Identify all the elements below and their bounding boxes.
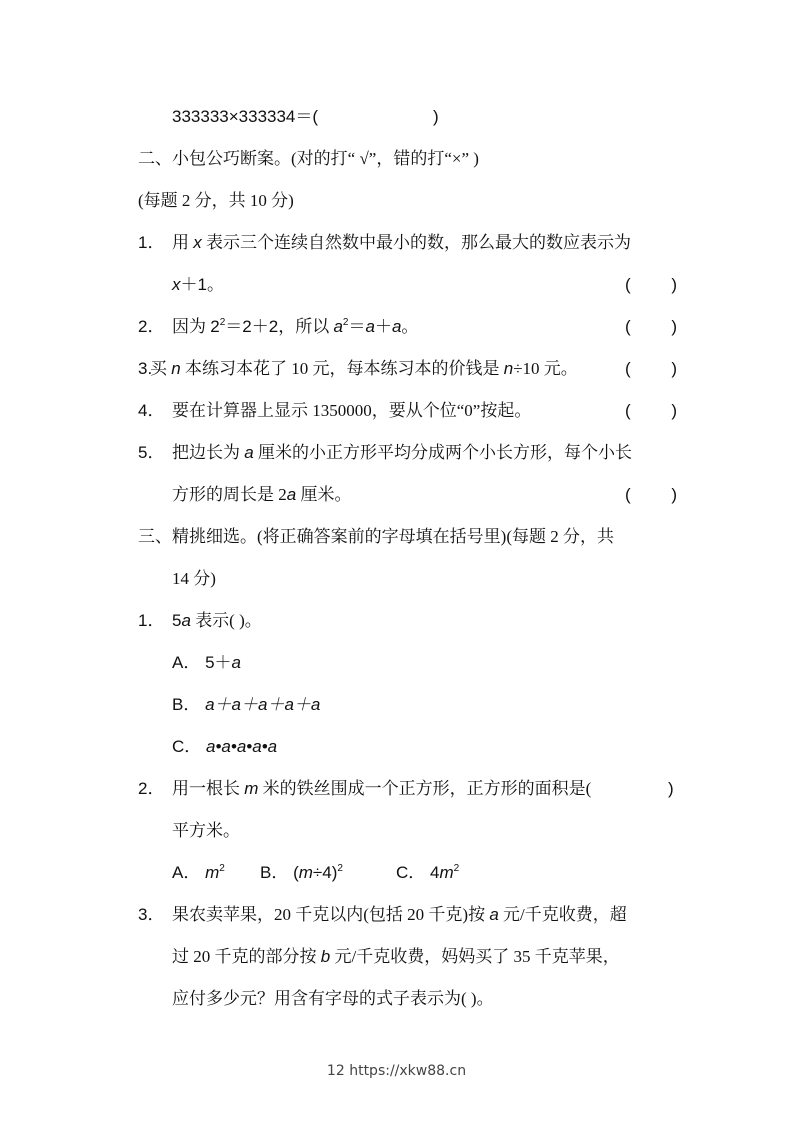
choice-question-2-line1: 2． 用一根长 m 米的铁丝围成一个正方形，正方形的面积是( ) [0, 774, 793, 804]
option-c[interactable]: C． a•a•a•a•a [172, 737, 278, 756]
judge-item-5-line1: 5． 把边长为 a 厘米的小正方形平均分成两个小长方形，每个小长 [0, 438, 793, 468]
option-b[interactable]: B． a＋a＋a＋a＋a [172, 695, 321, 714]
choice-question-2-line2: 平方米。 [172, 821, 240, 840]
option-a[interactable]: A． $m^2$ [172, 863, 225, 882]
judge-item-5-line2: 方形的周长是 2a 厘米。 ( ) [172, 485, 677, 504]
equation-text: 333333×333334＝( [172, 107, 319, 126]
judge-item-2: 2． 因为 $2^2=2+2$，所以 $a^2=a+a$。 ( ) [0, 312, 793, 342]
judge-item-4: 4． 要在计算器上显示 1350000，要从个位“0”按起。 ( ) [0, 396, 793, 426]
carryover-equation-line [0, 102, 793, 132]
choice-question-3-line2: 过 20 千克的部分按 b 元/千克收费，妈妈买了 35 千克苹果， [172, 947, 620, 966]
equation-blank-close: ) [433, 107, 439, 126]
page-footer [0, 1063, 793, 1079]
choice-question-3-line3: 应付多少元？用含有字母的式子表示为( )。 [172, 989, 494, 1008]
section-3-title-cont: 14 分) [172, 569, 216, 588]
choice-question-3-line1: 3． 果农卖苹果，20 千克以内(包括 20 千克)按 a 元/千克收费，超 [0, 900, 793, 930]
item-number: 1． [138, 233, 165, 252]
footer-url: https://xkw88.cn [349, 1063, 467, 1079]
judge-item-3: 3. 买 n 本练习本花了 10 元，每本练习本的价钱是 n÷10 元。 ( ) [0, 354, 793, 384]
option-b[interactable]: B． $(m\div 4)^2$ [260, 863, 343, 882]
section-2-scoring: (每题 2 分，共 10 分) [138, 191, 294, 210]
item-number: 4． [138, 401, 165, 420]
choice-question-1: 1． 5a 表示( )。 [0, 606, 793, 636]
item-number: 2． [138, 317, 165, 336]
item-number: 2． [138, 779, 165, 798]
section-2-title: 二、小包公巧断案。(对的打“ √”，错的打“×” ) [138, 149, 479, 168]
page-number: 12 [326, 1063, 345, 1079]
answer-blank-close: ) [668, 779, 674, 798]
section-3-title: 三、精挑细选。(将正确答案前的字母填在括号里)(每题 2 分，共 [138, 527, 614, 546]
item-number: 5． [138, 443, 165, 462]
judge-item-1-line1: 1． 用 x 表示三个连续自然数中最小的数，那么最大的数应表示为 [0, 228, 793, 258]
option-c[interactable]: C． $4m^2$ [396, 863, 460, 882]
item-number: 3． [138, 905, 165, 924]
item-number: 3. [138, 359, 153, 378]
choice-question-2-options [0, 858, 793, 888]
item-number: 1． [138, 611, 165, 630]
judge-item-1-line2: x＋1。 ( ) [172, 275, 677, 294]
option-a[interactable]: A． 5＋a [172, 653, 242, 672]
